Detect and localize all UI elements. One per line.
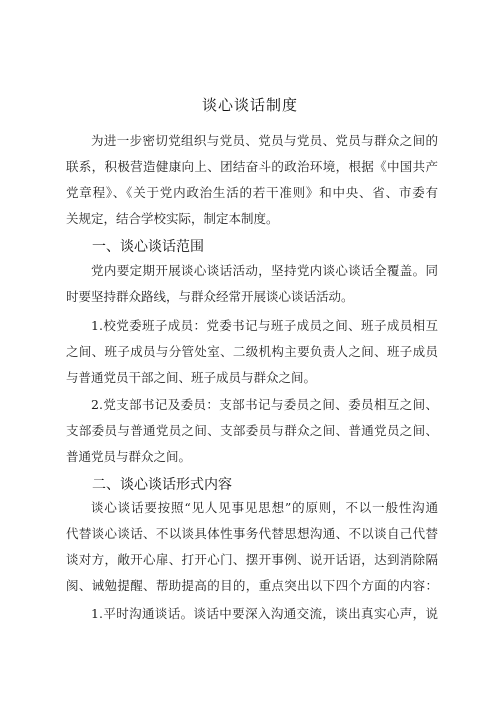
content-line: 谈对方，敞开心扉、打开心门、摆开事例、说开话语，达到消除隔: [66, 552, 438, 567]
item-line: 与普通党员干部之间、班子成员与群众之间。: [66, 370, 317, 385]
intro-line: 关规定，结合学校实际，制定本制度。: [66, 211, 279, 226]
intro-line: 为进一步密切党组织与党员、党员与党员、党员与群众之间的: [91, 133, 438, 148]
scope-line: 党内要定期开展谈心谈话活动，坚持党内谈心谈话全覆盖。同: [91, 263, 438, 278]
item-line: 1.平时沟通谈话。谈话中要深入沟通交流，谈出真实心声，说: [91, 606, 438, 621]
content-line: 谈心谈话要按照“见人见事见思想”的原则，不以一般性沟通: [91, 500, 438, 515]
item-line: 1.校党委班子成员：党委书记与班子成员之间、班子成员相互: [91, 318, 438, 333]
item-line: 普通党员与群众之间。: [66, 449, 192, 464]
scope-line: 时要坚持群众路线，与群众经常开展谈心谈话活动。: [66, 289, 354, 304]
content-line: 代替谈心谈话、不以谈具体性事务代替思想沟通、不以谈自己代替: [66, 526, 438, 541]
content-item-routine: [66, 601, 438, 627]
intro-line: 联系，积极营造健康向上、团结奋斗的政治环境，根据《中国共产: [66, 159, 438, 174]
item-line: 2.党支部书记及委员：支部书记与委员之间、委员相互之间、: [91, 397, 438, 412]
content-line: 阂、诫勉提醒、帮助提高的目的，重点突出以下四个方面的内容：: [66, 578, 438, 593]
content-paragraph: [66, 495, 438, 599]
item-line: 支部委员与普通党员之间、支部委员与群众之间、普通党员之间、: [66, 423, 438, 438]
section-heading-content: 二、谈心谈话形式内容: [92, 477, 232, 493]
document-title: 谈心谈话制度: [201, 96, 298, 114]
scope-item-committee: [66, 313, 438, 391]
item-line: 之间、班子成员与分管处室、二级机构主要负责人之间、班子成员: [66, 344, 438, 359]
intro-paragraph: [66, 128, 438, 232]
section-heading-scope: 一、谈心谈话范围: [92, 239, 204, 255]
scope-item-branch: [66, 392, 438, 470]
intro-line: 党章程》、《关于党内政治生活的若干准则》和中央、省、市委有: [66, 185, 438, 200]
scope-paragraph: [66, 258, 438, 310]
